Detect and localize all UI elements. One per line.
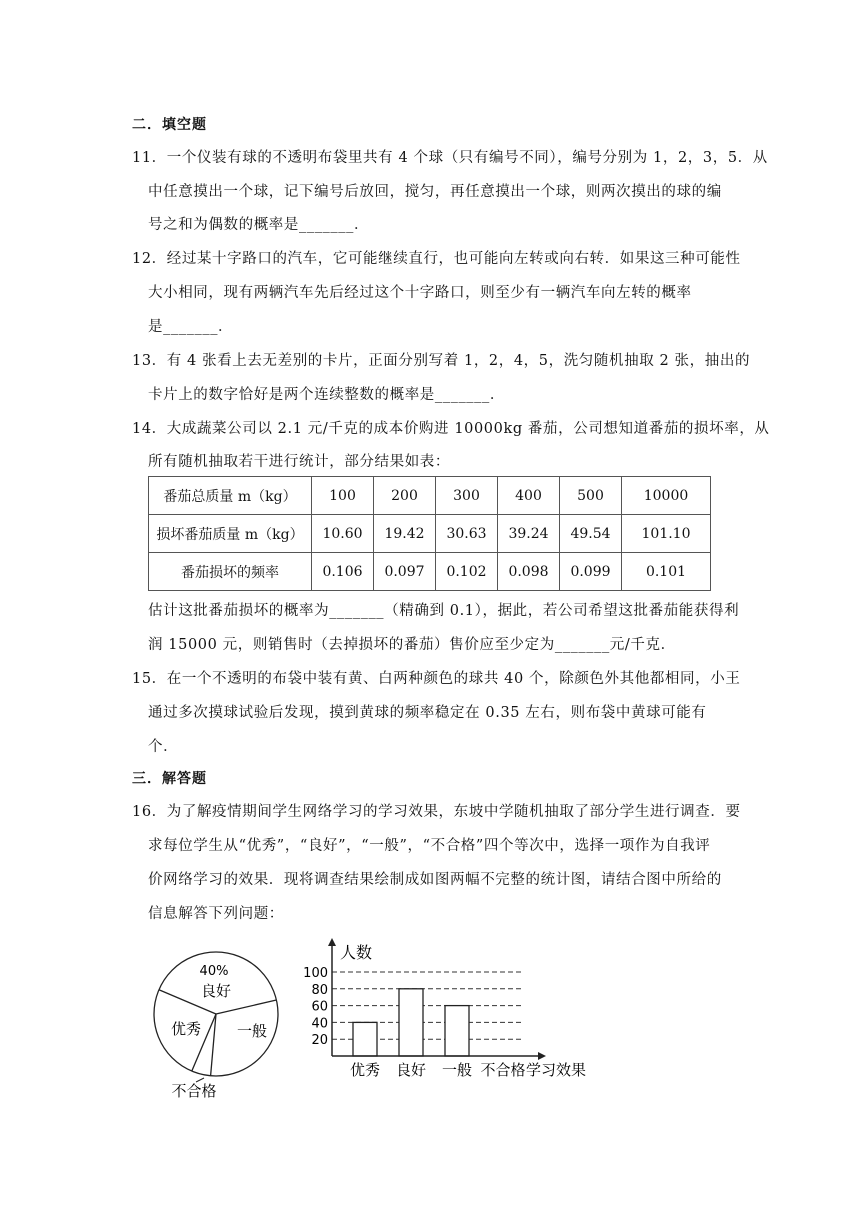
table-cell: 19.42 [374,515,436,553]
table-cell: 0.098 [498,553,560,591]
x-tick-label: 优秀 [349,1061,381,1079]
pie-slice-average [216,1000,276,1014]
y-tick-label: 20 [311,1033,328,1049]
q12-line-2: 大小相同，现有两辆汽车先后经过这个十字路口，则至少有一辆汽车向左转的概率 [148,285,692,301]
q14-line-3: 估计这批番茄损坏的概率为_______（精确到 0.1），据此，若公司希望这批番茄能获得利 [148,603,740,619]
bar-y-ticks [303,966,328,1048]
q14-line-1: 14．大成蔬菜公司以 2.1 元/千克的成本价购进 10000kg 番茄，公司想知道番茄的损坏率，从 [132,421,770,437]
table-row [149,477,711,515]
table-cell: 300 [436,477,498,515]
q14-line-4: 润 15000 元，则销售时（去掉损坏的番茄）售价应至少定为_______元/千克． [148,637,676,653]
y-axis-label: 人数 [340,943,373,962]
x-axis-label: 学习效果 [526,1061,587,1079]
q11-line-3: 号之和为偶数的概率是_______． [148,217,370,233]
y-tick-label: 80 [311,982,328,998]
table-cell: 番茄总质量 m（kg） [149,477,312,515]
table-row [149,515,711,553]
x-tick-label: 一般 [441,1061,473,1079]
bar-0 [353,1022,377,1056]
q16-line-4: 信息解答下列问题： [148,906,284,922]
table-cell: 0.097 [374,553,436,591]
q16-line-3: 价网络学习的效果．现将调查结果绘制成如图两幅不完整的统计图，请结合图中所给的 [148,872,722,888]
section-title-solve: 三．解答题 [132,771,207,787]
pie-label-good: 良好 [200,982,232,1000]
table-cell: 0.102 [436,553,498,591]
y-axis-arrow-icon [328,938,336,946]
table-cell: 0.106 [312,553,374,591]
q11-line-2: 中任意摸出一个球，记下编号后放回，搅匀，再任意摸出一个球，则两次摸出的球的编 [148,184,722,200]
x-tick-label: 不合格 [480,1061,526,1079]
q12-line-1: 12．经过某十字路口的汽车，它可能继续直行，也可能向左转或向右转．如果这三种可能性 [132,251,741,267]
bar-2 [445,1006,469,1056]
table-cell: 101.10 [622,515,711,553]
q11-line-1: 11．一个仪装有球的不透明布袋里共有 4 个球（只有编号不同），编号分别为 1，2，3，5．从 [132,150,768,166]
table-cell: 10.60 [312,515,374,553]
y-tick-label: 40 [311,1016,328,1032]
bar-x-ticks [350,1061,526,1079]
y-tick-label: 100 [303,966,328,981]
table-cell: 损坏番茄质量 m（kg） [149,515,312,553]
table-cell: 0.099 [560,553,622,591]
table-cell: 400 [498,477,560,515]
pie-label-average: 一般 [236,1022,268,1040]
q12-line-3: 是_______． [148,319,234,335]
table-cell: 100 [312,477,374,515]
q14-line-2: 所有随机抽取若干进行统计，部分结果如表： [148,454,450,470]
q16-line-2: 求每位学生从“优秀”，“良好”，“一般”，“不合格”四个等次中，选择一项作为自我评 [148,838,711,854]
x-axis-arrow-icon [538,1052,546,1060]
table-cell: 49.54 [560,515,622,553]
q13-line-2: 卡片上的数字恰好是两个连续整数的概率是_______． [148,387,505,403]
q13-line-1: 13．有 4 张看上去无差别的卡片，正面分别写着 1，2，4，5，洗匀随机抽取 2 张，抽出的 [132,353,751,369]
bar-1 [399,989,423,1056]
table-cell: 30.63 [436,515,498,553]
section-title-fill-blank: 二．填空题 [132,117,207,133]
pie-label-fail: 不合格 [171,1082,217,1100]
bar-series [353,989,469,1056]
table-cell: 0.101 [622,553,711,591]
x-tick-label: 良好 [395,1061,427,1079]
q15-line-3: 个． [148,739,179,755]
y-tick-label: 60 [311,999,328,1015]
q16-line-1: 16．为了解疫情期间学生网络学习的学习效果，东坡中学随机抽取了部分学生进行调查．要 [132,804,741,820]
bar-chart [300,936,600,1084]
pie-label-excellent: 优秀 [170,1020,202,1038]
tomato-table [148,476,711,591]
q15-line-2: 通过多次摸球试验后发现，摸到黄球的频率稳定在 0.35 左右，则布袋中黄球可能有 [148,705,707,721]
table-cell: 10000 [622,477,711,515]
table-row [149,553,711,591]
pie-chart [140,938,300,1108]
table-cell: 500 [560,477,622,515]
table-cell: 番茄损坏的频率 [149,553,312,591]
pie-percent-label: 40% [199,964,229,979]
table-cell: 39.24 [498,515,560,553]
q15-line-1: 15．在一个不透明的布袋中装有黄、白两种颜色的球共 40 个，除颜色外其他都相同，小王 [132,671,741,687]
table-cell: 200 [374,477,436,515]
